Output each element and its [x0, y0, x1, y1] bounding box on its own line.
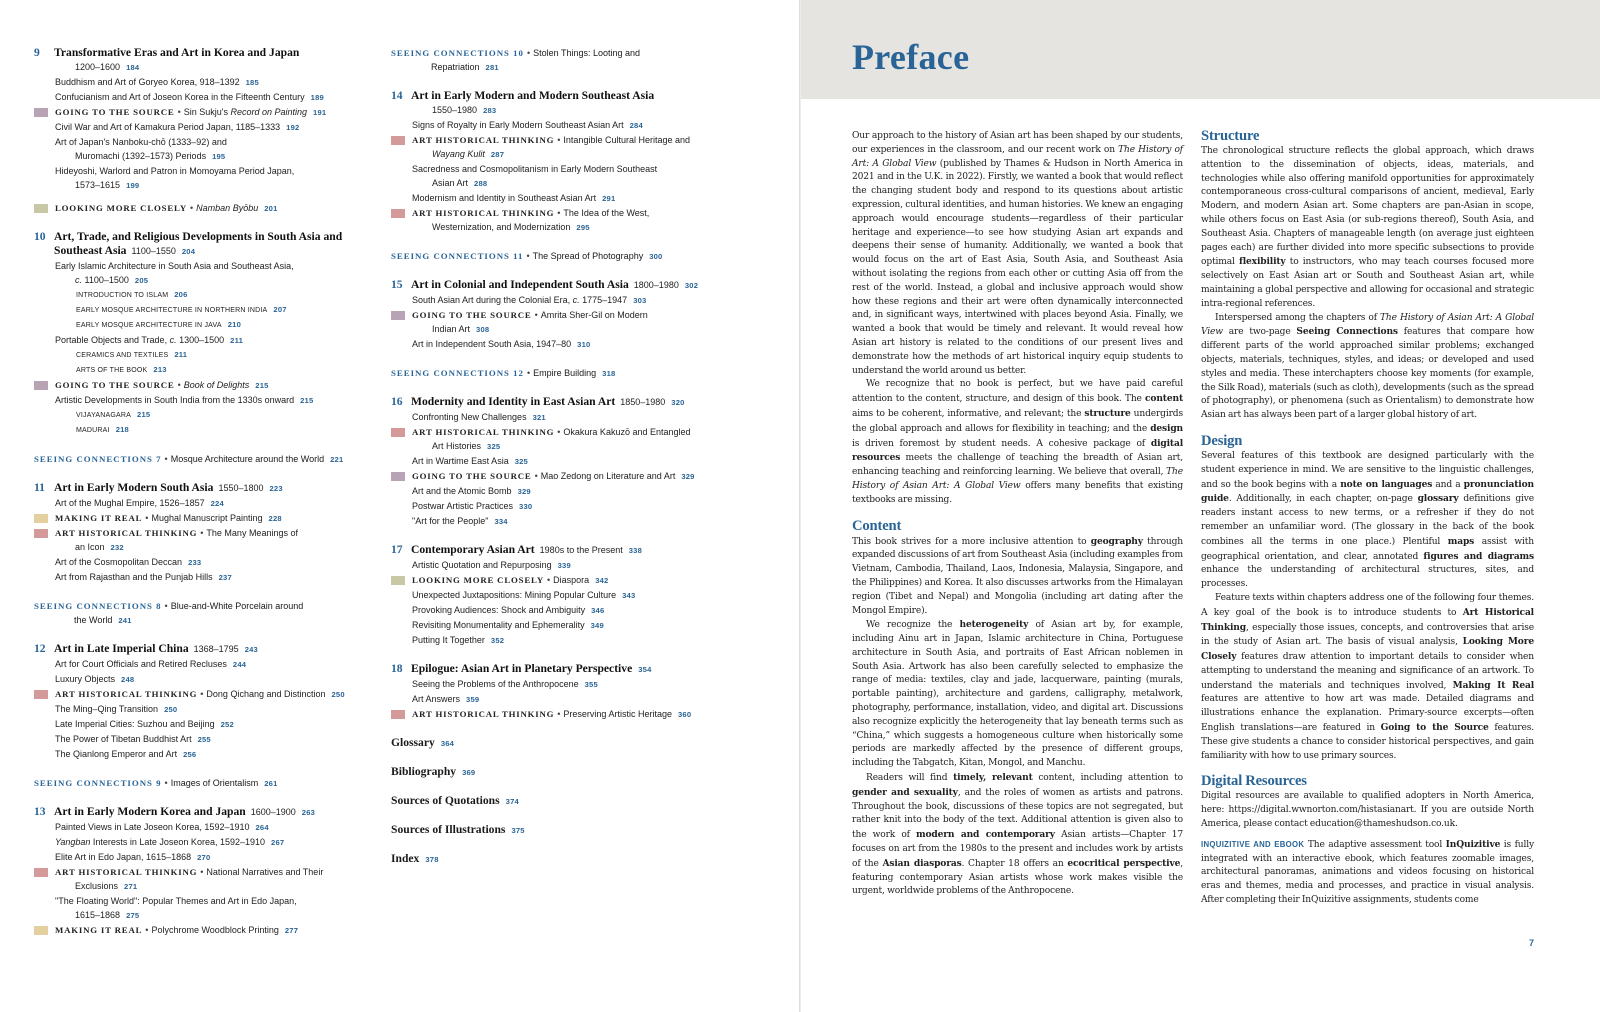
- feature-color-swatch: [34, 926, 48, 935]
- toc-column-2: [391, 46, 786, 881]
- endmatter-sources-illustrations[interactable]: Sources of Illustrations 375: [391, 823, 525, 836]
- toc-entry[interactable]: Late Imperial Cities: Suzhou and Beijing 252: [55, 719, 234, 729]
- seeing-connections-12[interactable]: SEEING CONNECTIONS 12 • Empire Building 318: [391, 368, 616, 378]
- toc-entry[interactable]: Art Answers 359: [412, 694, 480, 704]
- chapter-9[interactable]: [34, 46, 379, 216]
- toc-entry[interactable]: Signs of Royalty in Early Modern Southeast Asian Art 284: [412, 120, 643, 130]
- toc-entry[interactable]: Putting It Together 352: [412, 635, 505, 645]
- feature-color-swatch: [34, 690, 48, 699]
- toc-entry[interactable]: Art and the Atomic Bomb 329: [412, 486, 531, 496]
- section-heading-structure: Structure: [1201, 128, 1260, 144]
- seeing-connections-8[interactable]: SEEING CONNECTIONS 8 • Blue-and-White Porcelain around the World 241: [34, 601, 304, 625]
- toc-entry[interactable]: South Asian Art during the Colonial Era, c. 1775–1947 303: [412, 295, 647, 305]
- endmatter-index[interactable]: Index 378: [391, 852, 439, 865]
- toc-entry[interactable]: Art of Japan's Nanboku-chō (1333–92) and Muromachi (1392–1573) Periods 195: [55, 137, 227, 161]
- endmatter-bibliography[interactable]: Bibliography 369: [391, 765, 476, 778]
- seeing-connections-11[interactable]: SEEING CONNECTIONS 11 • The Spread of Photography 300: [391, 251, 663, 261]
- toc-entry[interactable]: Art of the Mughal Empire, 1526–1857 224: [55, 498, 224, 508]
- toc-subentry[interactable]: INTRODUCTION TO ISLAM 206: [76, 290, 188, 299]
- feature-entry[interactable]: LOOKING MORE CLOSELY • Diaspora 342: [391, 573, 786, 588]
- toc-entry[interactable]: "The Floating World": Popular Themes and Art in Edo Japan, 1615–1868 275: [55, 896, 297, 920]
- chapter-dates: 1200–1600 184: [75, 62, 140, 72]
- feature-entry[interactable]: GOING TO THE SOURCE • Mao Zedong on Literature and Art 329: [391, 469, 786, 484]
- endmatter-glossary[interactable]: Glossary 364: [391, 736, 455, 749]
- paragraph: INQUIZITIVE AND EBOOK The adaptive assessment tool InQuizitive is fully integrated with an interactive ebook, which features zoomable images, architectural panoramas, animations and videos focusing on historical eras and themes, media and processes, and practice in visual analysis. After completing their InQuizitive assignments, students come: [1201, 838, 1534, 906]
- toc-entry[interactable]: Confronting New Challenges 321: [412, 412, 546, 422]
- toc-entry[interactable]: Sacredness and Cosmopolitanism in Early Modern Southeast Asian Art 288: [412, 164, 658, 188]
- paragraph: The chronological structure reflects the global approach, which draws attention to the dissemination of objects, ideas, materials, and technologies while also offering manifold opportunities for approximately contemporaneous cross-cultural comparisons of ancient, medieval, Early Modern, and modern Asian art. Some chapters are pan-Asian in scope, while others focus on East Asia (or sub-regions thereof), South Asia, and Southeast Asia. Chapters of manageable length (on average just eighteen pages each) are further divided into more specific subsections to provide optimal flexibility to instructors, who may teach courses focused more selectively on East Asian art or South and Southeast Asian art, while maintaining a global perspective and allowing for occasional and strategic intra-regional references.: [1201, 146, 1534, 309]
- toc-entry[interactable]: Art of the Cosmopolitan Deccan 233: [55, 557, 202, 567]
- feature-color-swatch: [34, 514, 48, 523]
- feature-entry[interactable]: GOING TO THE SOURCE • Sin Sukju's Record on Painting 191: [34, 105, 379, 120]
- paragraph: Several features of this textbook are designed particularly with the student experience in mind. We are sensitive to the linguistic challenges, and so the book begins with a note on languages and a pronunciation guide. Additionally, in each chapter, on-page glossary definitions give readers instant access to new terms, or a refresher if they do not remember an unfamiliar word. (The glossary in the back of the book combines all the terms in one place.) Plentiful maps assist with geographical orientation, and clear, annotated figures and diagrams enhance the understanding of architectural structures, sites, and processes.: [1201, 450, 1535, 590]
- feature-color-swatch: [34, 204, 48, 213]
- toc-subentry[interactable]: EARLY MOSQUE ARCHITECTURE IN NORTHERN INDIA 207: [76, 305, 287, 314]
- toc-entry[interactable]: Confucianism and Art of Joseon Korea in the Fifteenth Century 189: [55, 92, 324, 102]
- toc-entry[interactable]: Artistic Quotation and Repurposing 339: [412, 560, 571, 570]
- feature-color-swatch: [391, 576, 405, 585]
- toc-entry[interactable]: The Power of Tibetan Buddhist Art 255: [55, 734, 211, 744]
- feature-entry[interactable]: ART HISTORICAL THINKING • Preserving Artistic Heritage 360: [391, 707, 786, 722]
- chapter-16[interactable]: 16 Modernity and Identity in East Asian Art 1850–1980 320 Confronting New Challenges 321 ART HISTORICAL THINKING • Okakura Kakuzō and Entangled Art Histories 325 Art in Wartime East Asia 325 GOING TO THE SOURCE • Mao Zedong on Literature and Art 329 Art and the Atomic Bomb 329 Postwar Artistic Practices 330 "Art for the People" 334: [391, 395, 786, 529]
- toc-entry[interactable]: Painted Views in Late Joseon Korea, 1592–1910 264: [55, 822, 269, 832]
- toc-entry[interactable]: Seeing the Problems of the Anthropocene 355: [412, 679, 598, 689]
- toc-entry[interactable]: Elite Art in Edo Japan, 1615–1868 270: [55, 852, 211, 862]
- toc-entry[interactable]: Portable Objects and Trade, c. 1300–1500 211: [55, 335, 244, 345]
- toc-entry[interactable]: Yangban Interests in Late Joseon Korea, 1592–1910 267: [55, 837, 285, 847]
- chapter-13[interactable]: 13 Art in Early Modern Korea and Japan 1600–1900 263 Painted Views in Late Joseon Korea, 1592–1910 264 Yangban Interests in Late Joseon Korea, 1592–1910 267 Elite Art in Edo Japan, 1615–1868 270 ART HISTORICAL THINKING • National Narratives and Their Exclusions 271 "The Floating World": Popular Themes and Art in Edo Japan, 1615–1868 275 MAKING IT REAL • Polychrome Woodblock Printing 277: [34, 805, 379, 938]
- chapter-14[interactable]: 14 Art in Early Modern and Modern Southeast Asia 1550–1980 283 Signs of Royalty in Early Modern Southeast Asian Art 284 ART HISTORICAL THINKING • Intangible Cultural Heritage and Wayang Kulit 287 Sacredness and Cosmopolitanism in Early Modern Southeast Asian Art 288 Modernism and Identity in Southeast Asian Art 291 ART HISTORICAL THINKING • The Idea of the West, Westernization, and Modernization 295: [391, 89, 786, 235]
- toc-entry[interactable]: Provoking Audiences: Shock and Ambiguity 346: [412, 605, 605, 615]
- section-heading-content: Content: [852, 517, 902, 534]
- paragraph: We recognize the heterogeneity of Asian art by, for example, including Ainu art in Japan, Islamic architecture in China, Portuguese architecture in South Asia, and portraits of East African noblemen in South Asia. Artwork has also been carefully selected to emphasize the range of media: textiles, clay and jade, lacquerware, painting (murals, portable painting), architecture and gardens, calligraphy, metalwork, photography, performance, installation, video, and digital art. Discussions also recognize explicitly the heterogeneity that lay beneath terms such as “China,” which suggests a homogeneous culture when historically some periods are markedly affected by the presence of different groups, including the Tabgatch, Kitan, Mongol, and Manchu.: [852, 619, 1184, 769]
- feature-entry[interactable]: MAKING IT REAL • Mughal Manuscript Painting 228: [34, 511, 379, 526]
- seeing-connections-10[interactable]: SEEING CONNECTIONS 10 • Stolen Things: Looting and Repatriation 281: [391, 48, 641, 72]
- toc-entry[interactable]: The Ming–Qing Transition 250: [55, 704, 178, 714]
- feature-color-swatch: [34, 868, 48, 877]
- toc-entry[interactable]: Art for Court Officials and Retired Recluses 244: [55, 659, 247, 669]
- toc-entry[interactable]: Luxury Objects 248: [55, 674, 135, 684]
- preface-page: [801, 0, 1600, 1012]
- section-heading-design: Design: [1201, 432, 1243, 449]
- feature-entry[interactable]: ART HISTORICAL THINKING • National Narratives and Their Exclusions 271: [34, 865, 379, 894]
- toc-entry[interactable]: Hideyoshi, Warlord and Patron in Momoyama Period Japan, 1573–1615 199: [55, 166, 295, 190]
- preface-column-2: [1201, 128, 1534, 908]
- feature-entry[interactable]: ART HISTORICAL THINKING • The Idea of the West, Westernization, and Modernization 295: [391, 206, 786, 235]
- toc-entry[interactable]: Revisiting Monumentality and Ephemerality 349: [412, 620, 604, 630]
- endmatter-sources-quotations[interactable]: Sources of Quotations 374: [391, 794, 519, 807]
- feature-color-swatch: [34, 108, 48, 117]
- feature-entry[interactable]: GOING TO THE SOURCE • Book of Delights 215: [34, 378, 379, 393]
- feature-color-swatch: [391, 311, 405, 320]
- toc-entry[interactable]: Postwar Artistic Practices 330: [412, 501, 533, 511]
- feature-color-swatch: [391, 710, 405, 719]
- toc-entry[interactable]: The Qianlong Emperor and Art 256: [55, 749, 197, 759]
- toc-entry[interactable]: Artistic Developments in South India from the 1330s onward 215: [55, 395, 314, 405]
- chapter-11[interactable]: 11 Art in Early Modern South Asia 1550–1800 223 Art of the Mughal Empire, 1526–1857 224 MAKING IT REAL • Mughal Manuscript Painting 228 ART HISTORICAL THINKING • The Many Meanings of an Icon 232 Art of the Cosmopolitan Deccan 233 Art from Rajasthan and the Punjab Hills 237: [34, 481, 379, 585]
- seeing-connections-7[interactable]: SEEING CONNECTIONS 7 • Mosque Architecture around the World 221: [34, 454, 344, 464]
- feature-color-swatch: [391, 472, 405, 481]
- feature-entry[interactable]: MAKING IT REAL • Polychrome Woodblock Printing 277: [34, 923, 379, 938]
- feature-color-swatch: [391, 209, 405, 218]
- toc-entry[interactable]: "Art for the People" 334: [412, 516, 508, 526]
- seeing-connections-9[interactable]: SEEING CONNECTIONS 9 • Images of Orientalism 261: [34, 778, 278, 788]
- paragraph: We recognize that no book is perfect, but we have paid careful attention to the content, structure, and design of this book. The content aims to be coherent, informative, and relevant; the structure undergirds the global approach and allows for flexibility in teaching; and the design is driven foremost by student needs. A cohesive package of digital resources meets the challenge of teaching the breadth of Asian art, enhancing teaching and reinforcing learning. We believe that overall, The History of Asian Art: A Global View offers many benefits that existing textbooks are missing.: [852, 379, 1183, 505]
- toc-entry[interactable]: Civil War and Art of Kamakura Period Japan, 1185–1333 192: [55, 122, 300, 132]
- feature-entry[interactable]: ART HISTORICAL THINKING • The Many Meanings of an Icon 232: [34, 526, 379, 555]
- chapter-number: 9: [34, 46, 40, 59]
- chapter-title: Transformative Eras and Art in Korea and Japan: [54, 46, 300, 59]
- feature-color-swatch: [391, 428, 405, 437]
- feature-color-swatch: [34, 381, 48, 390]
- feature-entry[interactable]: ART HISTORICAL THINKING • Dong Qichang and Distinction 250: [34, 687, 379, 702]
- toc-entry[interactable]: Early Islamic Architecture in South Asia and Southeast Asia, c. 1100–1500 205: [55, 261, 294, 285]
- paragraph: Feature texts within chapters address one of the following four themes. A key goal of the book is to introduce students to Art Historical Thinking, especially those issues, concepts, and controversies that arise in the study of Asian art. The basis of visual analysis, Looking More Closely features draw attention to important details to consider when attempting to understand the meaning and significance of an artwork. To understand the materials and techniques involved, Making It Real features are attentive to how art was made. Detailed diagrams and illustrations enhance the explanation. Primary-source excerpts—often English translations—are featured in Going to the Source features. These give students a chance to consider historical perspectives, and gain familiarity with how to use primary sources.: [1201, 592, 1535, 761]
- page-title: Preface: [852, 37, 970, 77]
- paragraph: This book strives for a more inclusive attention to geography through expanded discussions of art from Southeast Asia (including examples from Vietnam, Cambodia, Thailand, Laos, Indonesia, Malaysia, Singapore, and the Philippines) and Korea. It also discusses artworks from the Himalayan region (Tibet and Nepal) and Mongolia (including art dating after the Mongol Empire).: [852, 535, 1183, 616]
- preface-column-1: [852, 130, 1183, 899]
- chapter-10[interactable]: 10 Art, Trade, and Religious Developments in South Asia and Southeast Asia 1100–1550 204 Early Islamic Architecture in South Asia and Southeast Asia, c. 1100–1500 205 INTRODUCTION TO ISLAM 206 EARLY MOSQUE ARCHITECTURE IN NORTHERN INDIA 207 EARLY MOSQUE ARCHITECTURE IN JAVA 210 Portable Objects and Trade, c. 1300–1500 211 CERAMICS AND TEXTILES 211 ARTS OF THE BOOK 213 GOING TO THE SOURCE • Book of Delights 215 Artistic Developments in South India from the 1330s onward 215 VIJAYANAGARA 215 MADURAI 218: [34, 230, 379, 438]
- chapter-15[interactable]: 15 Art in Colonial and Independent South Asia 1800–1980 302 South Asian Art during the Colonial Era, c. 1775–1947 303 GOING TO THE SOURCE • Amrita Sher-Gil on Modern Indian Art 308 Art in Independent South Asia, 1947–80 310: [391, 278, 786, 352]
- section-heading-digital-resources: Digital Resources: [1201, 773, 1307, 790]
- toc-entry[interactable]: Art in Independent South Asia, 1947–80 310: [412, 339, 591, 349]
- page-number: 7: [1528, 938, 1534, 948]
- paragraph: Our approach to the history of Asian art has been shaped by our students, our experiences in the classroom, and our recent work on The History of Art: A Global View (published by Thames & Hudson in North America in 2021 and in the U.K. in 2022). Firstly, we wanted a book that would reflect the changing student body and respond to its questions about artistic expression, cultural identities, and human histories. We knew an engaging approach would encourage students—regardless of their particular heritage and experience—to see how studying Asian art expands and deepens their sense of humanity. Additionally, we wanted a book that would focus on the art of East Asia, South Asia, and Southeast Asia without isolating the regions from each other or cutting Asia off from the rest of the world. Instead, a global and inclusive approach would show how these regions and their art were often dynamically interconnected and, in significant ways, intertwined with places beyond Asia. Finally, we wanted a book that would be timely and relevant. It would reveal how Asian art history is related to the conditions of our present lives and demonstrate how the methods of art historical inquiry equip students to understand the world around us better.: [852, 131, 1183, 376]
- feature-entry[interactable]: ART HISTORICAL THINKING • Intangible Cultural Heritage and Wayang Kulit 287: [391, 133, 786, 162]
- toc-entry[interactable]: Buddhism and Art of Goryeo Korea, 918–1392 185: [55, 77, 259, 87]
- chapter-12[interactable]: 12 Art in Late Imperial China 1368–1795 243 Art for Court Officials and Retired Recluses 244 Luxury Objects 248 ART HISTORICAL THINKING • Dong Qichang and Distinction 250 The Ming–Qing Transition 250 Late Imperial Cities: Suzhou and Beijing 252 The Power of Tibetan Buddhist Art 255 The Qianlong Emperor and Art 256: [34, 642, 379, 762]
- feature-entry[interactable]: GOING TO THE SOURCE • Amrita Sher-Gil on Modern Indian Art 308: [391, 308, 786, 337]
- feature-color-swatch: [34, 529, 48, 538]
- feature-entry[interactable]: LOOKING MORE CLOSELY • Namban Byōbu 201: [34, 201, 379, 216]
- toc-subentry[interactable]: ARTS OF THE BOOK 213: [76, 365, 167, 374]
- toc-subentry[interactable]: VIJAYANAGARA 215: [76, 410, 151, 419]
- paragraph: Interspersed among the chapters of The History of Asian Art: A Global View are two-page Seeing Connections features that compare how different parts of the world approached similar problems; exchanged objects, materials, techniques, styles, and ideas; or developed and used styles and media. These interchapters choose key moments (for example, the Silk Road), materials (such as cloth), developments (such as the spread of photography), or phenomena (such as Orientalism) to demonstrate how Asian art has always been part of a larger global history of art.: [1201, 312, 1535, 421]
- feature-entry[interactable]: ART HISTORICAL THINKING • Okakura Kakuzō and Entangled Art Histories 325: [391, 425, 786, 454]
- paragraph: Digital resources are available to qualified adopters in North America, here: https://digital.wwnorton.com/histasianart. If you are outside North America, please contact education@thameshudson.co.uk.: [1201, 791, 1534, 830]
- toc-entry[interactable]: Art from Rajasthan and the Punjab Hills 237: [55, 572, 232, 582]
- toc-subentry[interactable]: CERAMICS AND TEXTILES 211: [76, 350, 188, 359]
- toc-entry[interactable]: Modernism and Identity in Southeast Asian Art 291: [412, 193, 616, 203]
- toc-column-1: [34, 46, 379, 952]
- toc-subentry[interactable]: MADURAI 218: [76, 425, 129, 434]
- toc-entry[interactable]: Art in Wartime East Asia 325: [412, 456, 528, 466]
- toc-subentry[interactable]: EARLY MOSQUE ARCHITECTURE IN JAVA 210: [76, 320, 241, 329]
- feature-color-swatch: [391, 136, 405, 145]
- chapter-18[interactable]: 18 Epilogue: Asian Art in Planetary Perspective 354 Seeing the Problems of the Anthropocene 355 Art Answers 359 ART HISTORICAL THINKING • Preserving Artistic Heritage 360: [391, 662, 786, 722]
- chapter-17[interactable]: 17 Contemporary Asian Art 1980s to the Present 338 Artistic Quotation and Repurposing 339 LOOKING MORE CLOSELY • Diaspora 342 Unexpected Juxtapositions: Mining Popular Culture 343 Provoking Audiences: Shock and Ambiguity 346 Revisiting Monumentality and Ephemerality 349 Putting It Together 352: [391, 543, 786, 648]
- paragraph: Readers will find timely, relevant content, including attention to gender and sexuality, and the roles of women as artists and patrons. Throughout the book, discussions of these topics are not segregated, but rather knit into the body of the text. Additional attention is given also to the work of modern and contemporary Asian artists—Chapter 17 focuses on art from the 1980s to the present and includes work by artists of the Asian diasporas. Chapter 18 offers an ecocritical perspective, featuring contemporary Asian artists whose work makes visible the urgent, worldwide problems of the Anthropocene.: [852, 772, 1184, 897]
- toc-entry[interactable]: Unexpected Juxtapositions: Mining Popular Culture 343: [412, 590, 636, 600]
